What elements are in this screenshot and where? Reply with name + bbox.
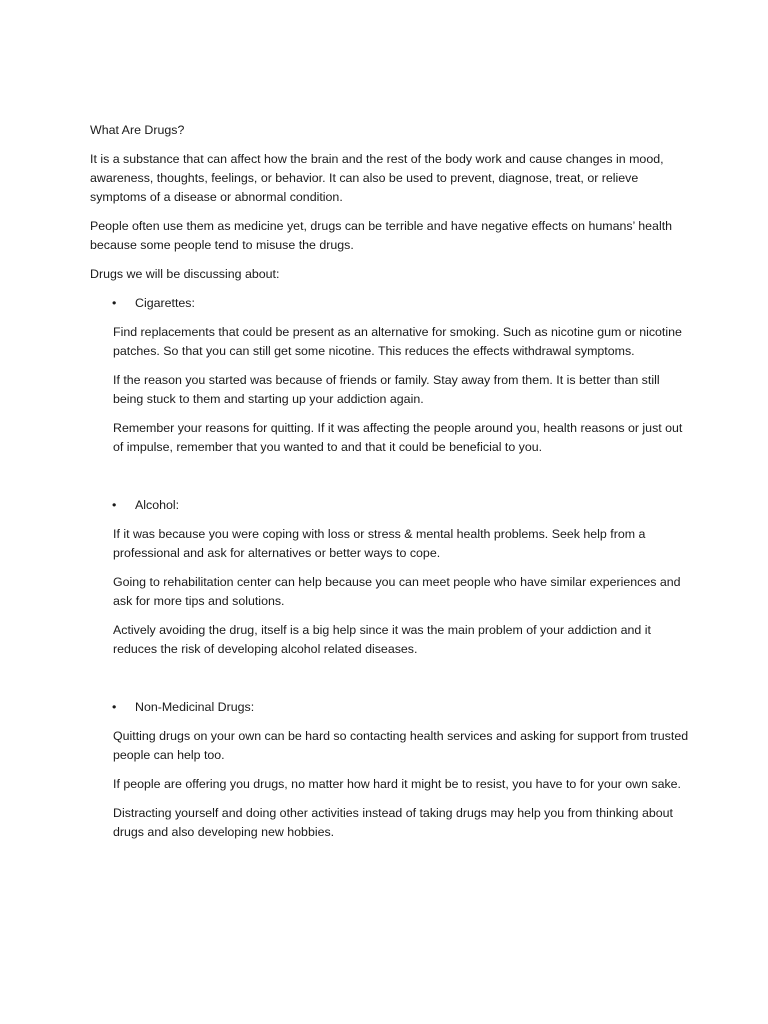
section-heading-cigarettes	[90, 294, 690, 313]
section-paragraph: Find replacements that could be present as an alternative for smoking. Such as nicotine gum or nicotine patches. So that you can still get some nicotine. This reduces the effects withdrawal symptoms.	[113, 325, 682, 358]
section-heading-label: Cigarettes:	[135, 296, 195, 310]
section-alcohol	[90, 496, 690, 659]
section-paragraph: Distracting yourself and doing other activities instead of taking drugs may help you from thinking about drugs and also developing new hobbies.	[113, 806, 673, 839]
section-paragraph: If people are offering you drugs, no matter how hard it might be to resist, you have to for your own sake.	[113, 777, 681, 791]
section-heading-alcohol	[90, 496, 690, 515]
section-heading-non-medicinal-drugs	[90, 698, 690, 717]
section-non-medicinal-drugs	[90, 698, 690, 842]
intro-paragraph: Drugs we will be discussing about:	[90, 267, 280, 281]
section-spacer	[90, 467, 690, 496]
bullet-icon: •	[112, 498, 117, 512]
intro-paragraph: People often use them as medicine yet, drugs can be terrible and have negative effects on humans’ health because some people tend to misuse the drugs.	[90, 219, 673, 252]
bullet-icon: •	[112, 700, 117, 714]
section-spacer	[90, 669, 690, 698]
intro-paragraph: It is a substance that can affect how the brain and the rest of the body work and cause changes in mood, awareness, thoughts, feelings, or behavior. It can also be used to prevent, diagnose, treat, or relieve symptoms of a disease or abnormal condition.	[90, 152, 664, 204]
section-paragraph: If the reason you started was because of friends or family. Stay away from them. It is better than still being stuck to them and starting up your addiction again.	[113, 373, 660, 406]
document-body	[90, 121, 690, 852]
section-heading-label: Non-Medicinal Drugs:	[135, 700, 255, 714]
section-paragraph: Remember your reasons for quitting. If it was affecting the people around you, health reasons or just out of impulse, remember that you wanted to and that it could be beneficial to you.	[113, 421, 683, 454]
section-heading-label: Alcohol:	[135, 498, 180, 512]
section-paragraph: Actively avoiding the drug, itself is a big help since it was the main problem of your addiction and it reduces the risk of developing alcohol related diseases.	[113, 623, 651, 656]
section-paragraph: Going to rehabilitation center can help because you can meet people who have similar experiences and ask for more tips and solutions.	[113, 575, 681, 608]
section-cigarettes	[90, 294, 690, 457]
document-title: What Are Drugs?	[90, 123, 185, 137]
bullet-icon: •	[112, 296, 117, 310]
section-paragraph: If it was because you were coping with loss or stress & mental health problems. Seek help from a professional and ask for alternatives or better ways to cope.	[113, 527, 646, 560]
section-paragraph: Quitting drugs on your own can be hard so contacting health services and asking for support from trusted people can help too.	[113, 729, 689, 762]
